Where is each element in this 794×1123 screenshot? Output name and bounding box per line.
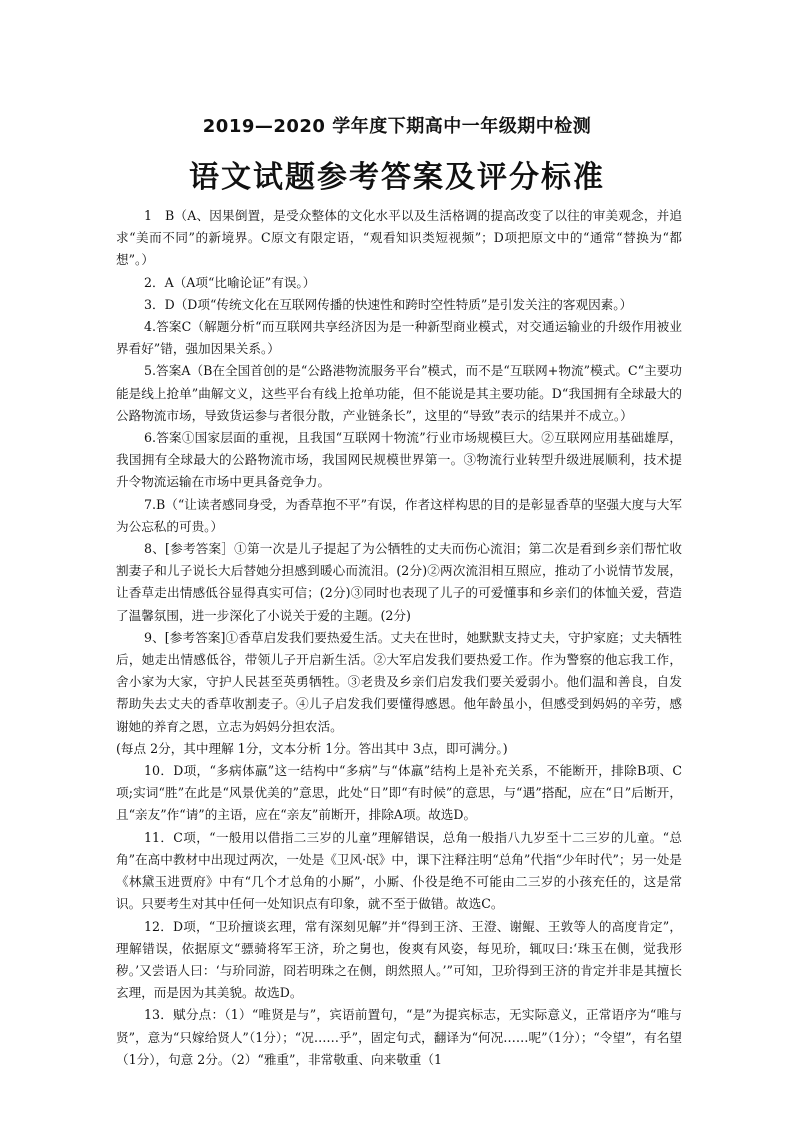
exam-title: 2019—2020 学年度下期高中一年级期中检测	[202, 116, 592, 137]
answer-7: 7.B（“让读者感同身受，为香草抱不平”有误，作者这样构思的目的是彰显香草的坚强大度与大军为公忘私的可贵。）	[116, 496, 682, 534]
document-title: 语文试题参考答案及评分标准	[189, 160, 605, 195]
answer-body	[116, 205, 682, 1071]
answer-8: 8、[参考答案］①第一次是儿子提起了为公牺牲的丈夫而伤心流泪；第二次是看到乡亲们帮忙收割妻子和儿子说长大后替她分担感到暖心而流泪。(2分)②两次流泪相互照应，推动了小说情节发展，让香草走出情感低谷显得真实可信；(2分)③同时也表现了儿子的可爱懂事和乡亲们的体恤关爱，营造了温馨氛围，进一步深化了小说关于爱的主题。(2分)	[116, 541, 682, 623]
answer-13: 13．赋分点：（1）“唯贤是与”，宾语前置句，“是”为提宾标志，无实际意义，正常语序为“唯与贤”，意为“只嫁给贤人”（1分）；“况……乎”，固定句式，翻译为“何况……呢”（1分）；“令望”，有名望（1分），句意 2分。（2）“雅重”，非常敬重、向来敬重（1	[116, 1007, 682, 1067]
answer-11: 11．C项，“一般用以借指二三岁的儿童”理解错误，总角一般指八九岁至十二三岁的儿童。“总角”在高中教材中出现过两次，一处是《卫风·氓》中，课下注释注明“总角”代指“少年时代”；另一处是《林黛玉进贾府》中有“几个才总角的小厮”，小厮、仆役是绝不可能由二三岁的小孩充任的，这是常识。只要考生对其中任何一处知识点有印象，就不至于做错。故选C。	[116, 829, 682, 912]
answer-9: 9、[参考答案]①香草启发我们要热爱生活。丈夫在世时，她默默支持丈夫，守护家庭；丈夫牺牲后，她走出情感低谷，带领儿子开启新生活。②大军启发我们要热爱工作。作为警察的他忘我工作，舍小家为大家，守护人民甚至英勇牺牲。③老贵及乡亲们启发我们要关爱弱小。他们温和善良，自发帮助失去丈夫的香草收割麦子。④儿子启发我们要懂得感恩。他年龄虽小，但感受到妈妈的辛劳，感谢她的养育之恩，立志为妈妈分担农活。	[116, 629, 682, 734]
answer-4: 4.答案C（解题分析“而互联网共享经济因为是一种新型商业模式，对交通运输业的升级作用被业界看好”错，强加因果关系。）	[116, 319, 682, 357]
answer-1: 1 B（A、因果倒置，是受众整体的文化水平以及生活格调的提高改变了以往的审美观念，并追求“美而不同”的新境界。C原文有限定语，“观看知识类短视频”；D项把原文中的“通常“替换为“都想”。）	[116, 208, 682, 268]
answer-9-scoring-note: (每点 2分，其中理解 1分，文本分析 1分。答出其中 3点，即可满分。)	[116, 740, 508, 756]
answer-6: 6.答案①国家层面的重视，且我国“互联网十物流”行业市场规模巨大。②互联网应用基础雄厚，我国拥有全球最大的公路物流市场，我国网民规模世界第一。③物流行业转型升级进展顺利，技术提升令物流运输在市场中更具备竞争力。	[116, 430, 682, 490]
answer-3: 3．D（D项“传统文化在互联网传播的快速性和跨时空性特质”是引发关注的客观因素。）	[144, 296, 633, 312]
answer-2: 2．A（A项“比喻论证”有误。）	[144, 274, 316, 290]
answer-10: 10．D项，“多病体羸”这一结构中“多病”与“体羸”结构上是补充关系，不能断开，排除B项、C项;实词“胜”在此是“风景优美的”意思，此处“日”即“有时候”的意思，与“遇”搭配，应在“日”后断开，且“亲友”作“请”的主语，应在“亲友”前断开，排除A项。故选D。	[116, 763, 682, 823]
answer-12: 12．D项，“卫玠擅谈玄理，常有深刻见解”并“得到王济、王澄、谢鲲、王敦等人的高度肯定”，理解错误，依据原文“骠骑将军王济，玠之舅也，俊爽有风姿，每见玠，辄叹曰:‘珠玉在侧，觉我形秽。’又尝语人曰：‘与玠同游，冏若明珠之在侧，朗然照人。’”可知，卫玠得到王济的肯定并非是其擅长玄理，而是因为其美貌。故选D。	[116, 918, 682, 1001]
answer-5: 5.答案A（B在全国首创的是“公路港物流服务平台”模式，而不是“互联网+物流”模式。C“主要功能是线上抢单”曲解文义，这些平台有线上抢单功能，但不能说是其主要功能。D“我国拥有全球最大的公路物流市场，导致货运参与者很分散，产业链条长”，这里的“导致”表示的结果并不成立。）	[116, 363, 682, 423]
